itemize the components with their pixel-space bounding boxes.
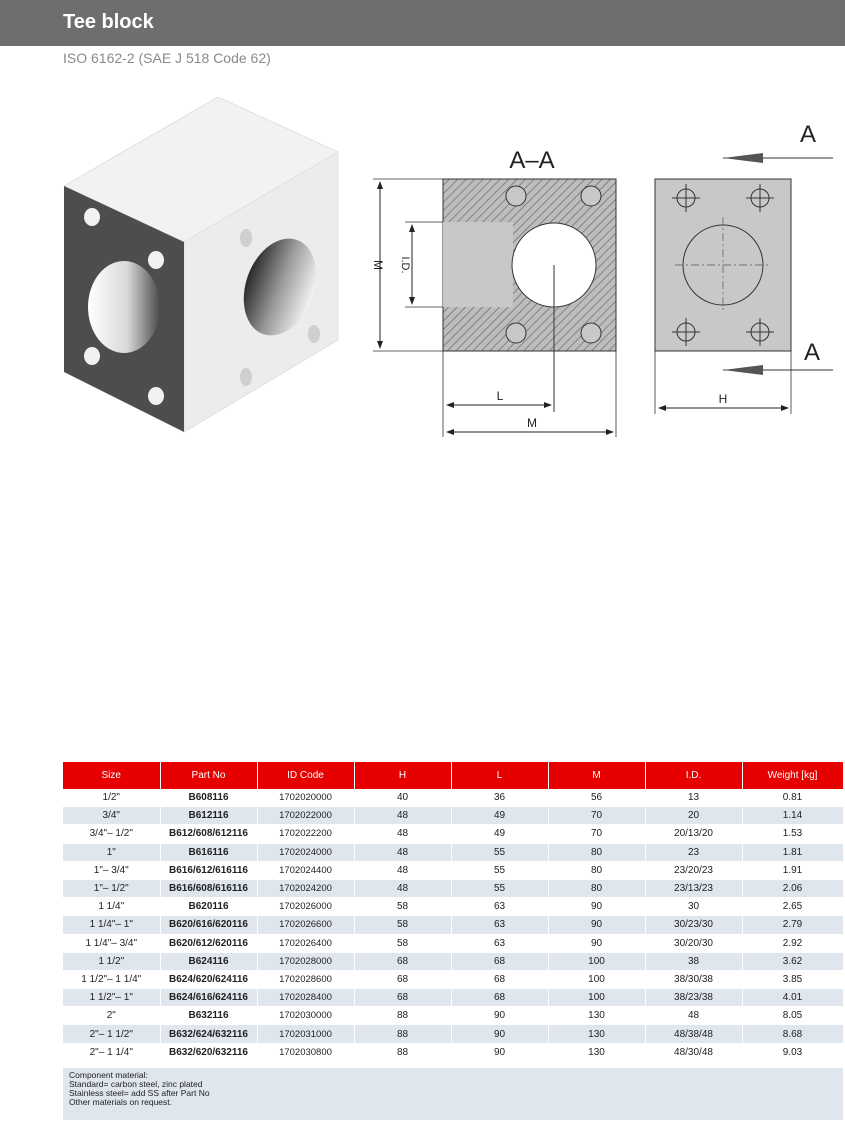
table-cell-m: 100 [548, 952, 645, 970]
table-cell-h: 58 [354, 898, 451, 916]
table-row [63, 1007, 843, 1025]
table-cell-h: 48 [354, 843, 451, 861]
table-cell-m: 80 [548, 861, 645, 879]
table-cell-weight: 2.06 [742, 879, 843, 897]
table-cell-id: 38 [645, 952, 742, 970]
table-cell-m: 70 [548, 807, 645, 825]
table-cell-id: 48/38/48 [645, 1025, 742, 1043]
specification-table [63, 762, 844, 1062]
table-cell-m: 56 [548, 789, 645, 807]
table-cell-weight: 1.14 [742, 807, 843, 825]
table-cell-weight: 1.53 [742, 825, 843, 843]
table-cell-id-code: 1702028000 [257, 952, 354, 970]
technical-drawings [0, 80, 845, 460]
table-cell-size: 1 1/2"– 1" [63, 989, 160, 1007]
table-cell-l: 36 [451, 789, 548, 807]
table-cell-id-code: 1702030800 [257, 1043, 354, 1061]
table-cell-part-no: B612116 [160, 807, 257, 825]
section-view [371, 147, 616, 437]
table-cell-weight: 2.65 [742, 898, 843, 916]
table-cell-part-no: B620/612/620116 [160, 934, 257, 952]
table-cell-weight: 1.81 [742, 843, 843, 861]
dim-id-label: I.D. [399, 256, 411, 274]
table-row [63, 789, 843, 807]
table-row [63, 1043, 843, 1061]
table-cell-l: 49 [451, 825, 548, 843]
table-cell-h: 58 [354, 934, 451, 952]
table-cell-weight: 2.79 [742, 916, 843, 934]
table-cell-weight: 0.81 [742, 789, 843, 807]
table-cell-size: 2"– 1 1/2" [63, 1025, 160, 1043]
table-row [63, 970, 843, 988]
table-cell-part-no: B624/616/624116 [160, 989, 257, 1007]
table-cell-id: 38/30/38 [645, 970, 742, 988]
table-cell-l: 63 [451, 934, 548, 952]
table-cell-l: 90 [451, 1043, 548, 1061]
table-cell-h: 68 [354, 970, 451, 988]
table-cell-id-code: 1702022200 [257, 825, 354, 843]
table-cell-m: 90 [548, 916, 645, 934]
table-cell-part-no: B632/624/632116 [160, 1025, 257, 1043]
table-cell-l: 68 [451, 952, 548, 970]
table-cell-weight: 9.03 [742, 1043, 843, 1061]
table-cell-part-no: B624116 [160, 952, 257, 970]
table-cell-weight: 8.68 [742, 1025, 843, 1043]
table-cell-m: 130 [548, 1043, 645, 1061]
notes-line: Standard= carbon steel, zinc plated [69, 1079, 203, 1089]
table-cell-l: 68 [451, 989, 548, 1007]
table-cell-l: 49 [451, 807, 548, 825]
table-cell-m: 100 [548, 970, 645, 988]
table-cell-h: 40 [354, 789, 451, 807]
page-title: Tee block [63, 11, 154, 33]
table-cell-l: 68 [451, 970, 548, 988]
table-cell-id-code: 1702022000 [257, 807, 354, 825]
table-cell-m: 100 [548, 989, 645, 1007]
table-cell-h: 58 [354, 916, 451, 934]
column-header-l: L [451, 762, 548, 789]
table-cell-m: 90 [548, 934, 645, 952]
table-cell-h: 48 [354, 861, 451, 879]
table-cell-id: 13 [645, 789, 742, 807]
table-cell-part-no: B612/608/612116 [160, 825, 257, 843]
table-cell-h: 88 [354, 1007, 451, 1025]
table-cell-part-no: B632/620/632116 [160, 1043, 257, 1061]
table-cell-id-code: 1702024000 [257, 843, 354, 861]
table-cell-part-no: B632116 [160, 1007, 257, 1025]
table-cell-id: 23/13/23 [645, 879, 742, 897]
table-cell-size: 1 1/2" [63, 952, 160, 970]
table-cell-part-no: B620116 [160, 898, 257, 916]
table-cell-id-code: 1702026400 [257, 934, 354, 952]
table-row [63, 898, 843, 916]
table-cell-id: 48 [645, 1007, 742, 1025]
table-cell-part-no: B616116 [160, 843, 257, 861]
table-cell-m: 130 [548, 1007, 645, 1025]
table-cell-size: 1 1/4" [63, 898, 160, 916]
table-cell-id-code: 1702024200 [257, 879, 354, 897]
table-cell-id-code: 1702030000 [257, 1007, 354, 1025]
column-header-size: Size [63, 762, 160, 789]
table-body [63, 789, 843, 1061]
table-cell-size: 3/4" [63, 807, 160, 825]
table-cell-id-code: 1702028600 [257, 970, 354, 988]
table-cell-id: 23/20/23 [645, 861, 742, 879]
table-cell-m: 80 [548, 879, 645, 897]
column-header-h: H [354, 762, 451, 789]
table-cell-h: 88 [354, 1025, 451, 1043]
table-cell-id: 20 [645, 807, 742, 825]
table-cell-weight: 4.01 [742, 989, 843, 1007]
table-row [63, 879, 843, 897]
table-cell-m: 70 [548, 825, 645, 843]
table-cell-id: 23 [645, 843, 742, 861]
table-cell-part-no: B608116 [160, 789, 257, 807]
section-label: A–A [509, 147, 555, 174]
table-cell-part-no: B616/612/616116 [160, 861, 257, 879]
table-cell-id: 38/23/38 [645, 989, 742, 1007]
column-header-id-code: ID Code [257, 762, 354, 789]
table-cell-l: 90 [451, 1025, 548, 1043]
dim-m-vertical-label: M [371, 260, 385, 270]
table-row [63, 807, 843, 825]
table-cell-l: 55 [451, 861, 548, 879]
table-cell-h: 48 [354, 807, 451, 825]
notes-line: Component material: [69, 1070, 148, 1080]
table-cell-size: 3/4"– 1/2" [63, 825, 160, 843]
table-cell-h: 48 [354, 879, 451, 897]
table-cell-id: 20/13/20 [645, 825, 742, 843]
table-cell-weight: 3.85 [742, 970, 843, 988]
column-header-part-no: Part No [160, 762, 257, 789]
table-row [63, 989, 843, 1007]
table-cell-h: 68 [354, 952, 451, 970]
table-cell-part-no: B620/616/620116 [160, 916, 257, 934]
table-cell-size: 1 1/4"– 1" [63, 916, 160, 934]
table-cell-l: 63 [451, 898, 548, 916]
table-cell-id-code: 1702026000 [257, 898, 354, 916]
table-cell-weight: 8.05 [742, 1007, 843, 1025]
dim-m-horizontal-label: M [527, 416, 537, 430]
column-header-m: M [548, 762, 645, 789]
table-cell-part-no: B624/620/624116 [160, 970, 257, 988]
section-marker-bottom: A [803, 339, 821, 366]
notes-line: Stainless steel= add SS after Part No [69, 1088, 210, 1098]
table-cell-id-code: 1702028400 [257, 989, 354, 1007]
table-cell-l: 55 [451, 843, 548, 861]
table-cell-id-code: 1702020000 [257, 789, 354, 807]
table-row [63, 825, 843, 843]
column-header-id: I.D. [645, 762, 742, 789]
table-cell-id: 48/30/48 [645, 1043, 742, 1061]
table-cell-size: 1 1/4"– 3/4" [63, 934, 160, 952]
table-cell-id-code: 1702026600 [257, 916, 354, 934]
table-cell-h: 48 [354, 825, 451, 843]
notes-line: Other materials on request. [69, 1097, 172, 1107]
table-cell-id: 30/20/30 [645, 934, 742, 952]
table-cell-l: 55 [451, 879, 548, 897]
side-view [655, 121, 833, 414]
table-row [63, 952, 843, 970]
table-row [63, 916, 843, 934]
block-3d-view [64, 97, 338, 432]
table-cell-weight: 3.62 [742, 952, 843, 970]
table-header-row [63, 762, 843, 789]
table-row [63, 934, 843, 952]
table-cell-size: 1 1/2"– 1 1/4" [63, 970, 160, 988]
dim-h-label: H [718, 392, 728, 406]
section-marker-top: A [799, 121, 817, 148]
table-cell-size: 1" [63, 843, 160, 861]
table-cell-size: 2" [63, 1007, 160, 1025]
table-cell-l: 90 [451, 1007, 548, 1025]
column-header-weight: Weight [kg] [742, 762, 843, 789]
table-cell-h: 88 [354, 1043, 451, 1061]
table-cell-h: 68 [354, 989, 451, 1007]
table-row [63, 843, 843, 861]
table-cell-weight: 2.92 [742, 934, 843, 952]
table-cell-id-code: 1702031000 [257, 1025, 354, 1043]
table-cell-size: 1/2" [63, 789, 160, 807]
table-cell-id-code: 1702024400 [257, 861, 354, 879]
table-cell-l: 63 [451, 916, 548, 934]
table-row [63, 1025, 843, 1043]
table-cell-id: 30/23/30 [645, 916, 742, 934]
table-cell-id: 30 [645, 898, 742, 916]
table-cell-m: 90 [548, 898, 645, 916]
table-cell-part-no: B616/608/616116 [160, 879, 257, 897]
table-cell-m: 80 [548, 843, 645, 861]
table-cell-weight: 1.91 [742, 861, 843, 879]
table-cell-size: 2"– 1 1/4" [63, 1043, 160, 1061]
dim-l-label: L [496, 389, 504, 403]
page-subtitle: ISO 6162-2 (SAE J 518 Code 62) [63, 50, 271, 66]
table-cell-m: 130 [548, 1025, 645, 1043]
material-notes [63, 1068, 843, 1120]
table-row [63, 861, 843, 879]
table-cell-size: 1"– 3/4" [63, 861, 160, 879]
table-cell-size: 1"– 1/2" [63, 879, 160, 897]
